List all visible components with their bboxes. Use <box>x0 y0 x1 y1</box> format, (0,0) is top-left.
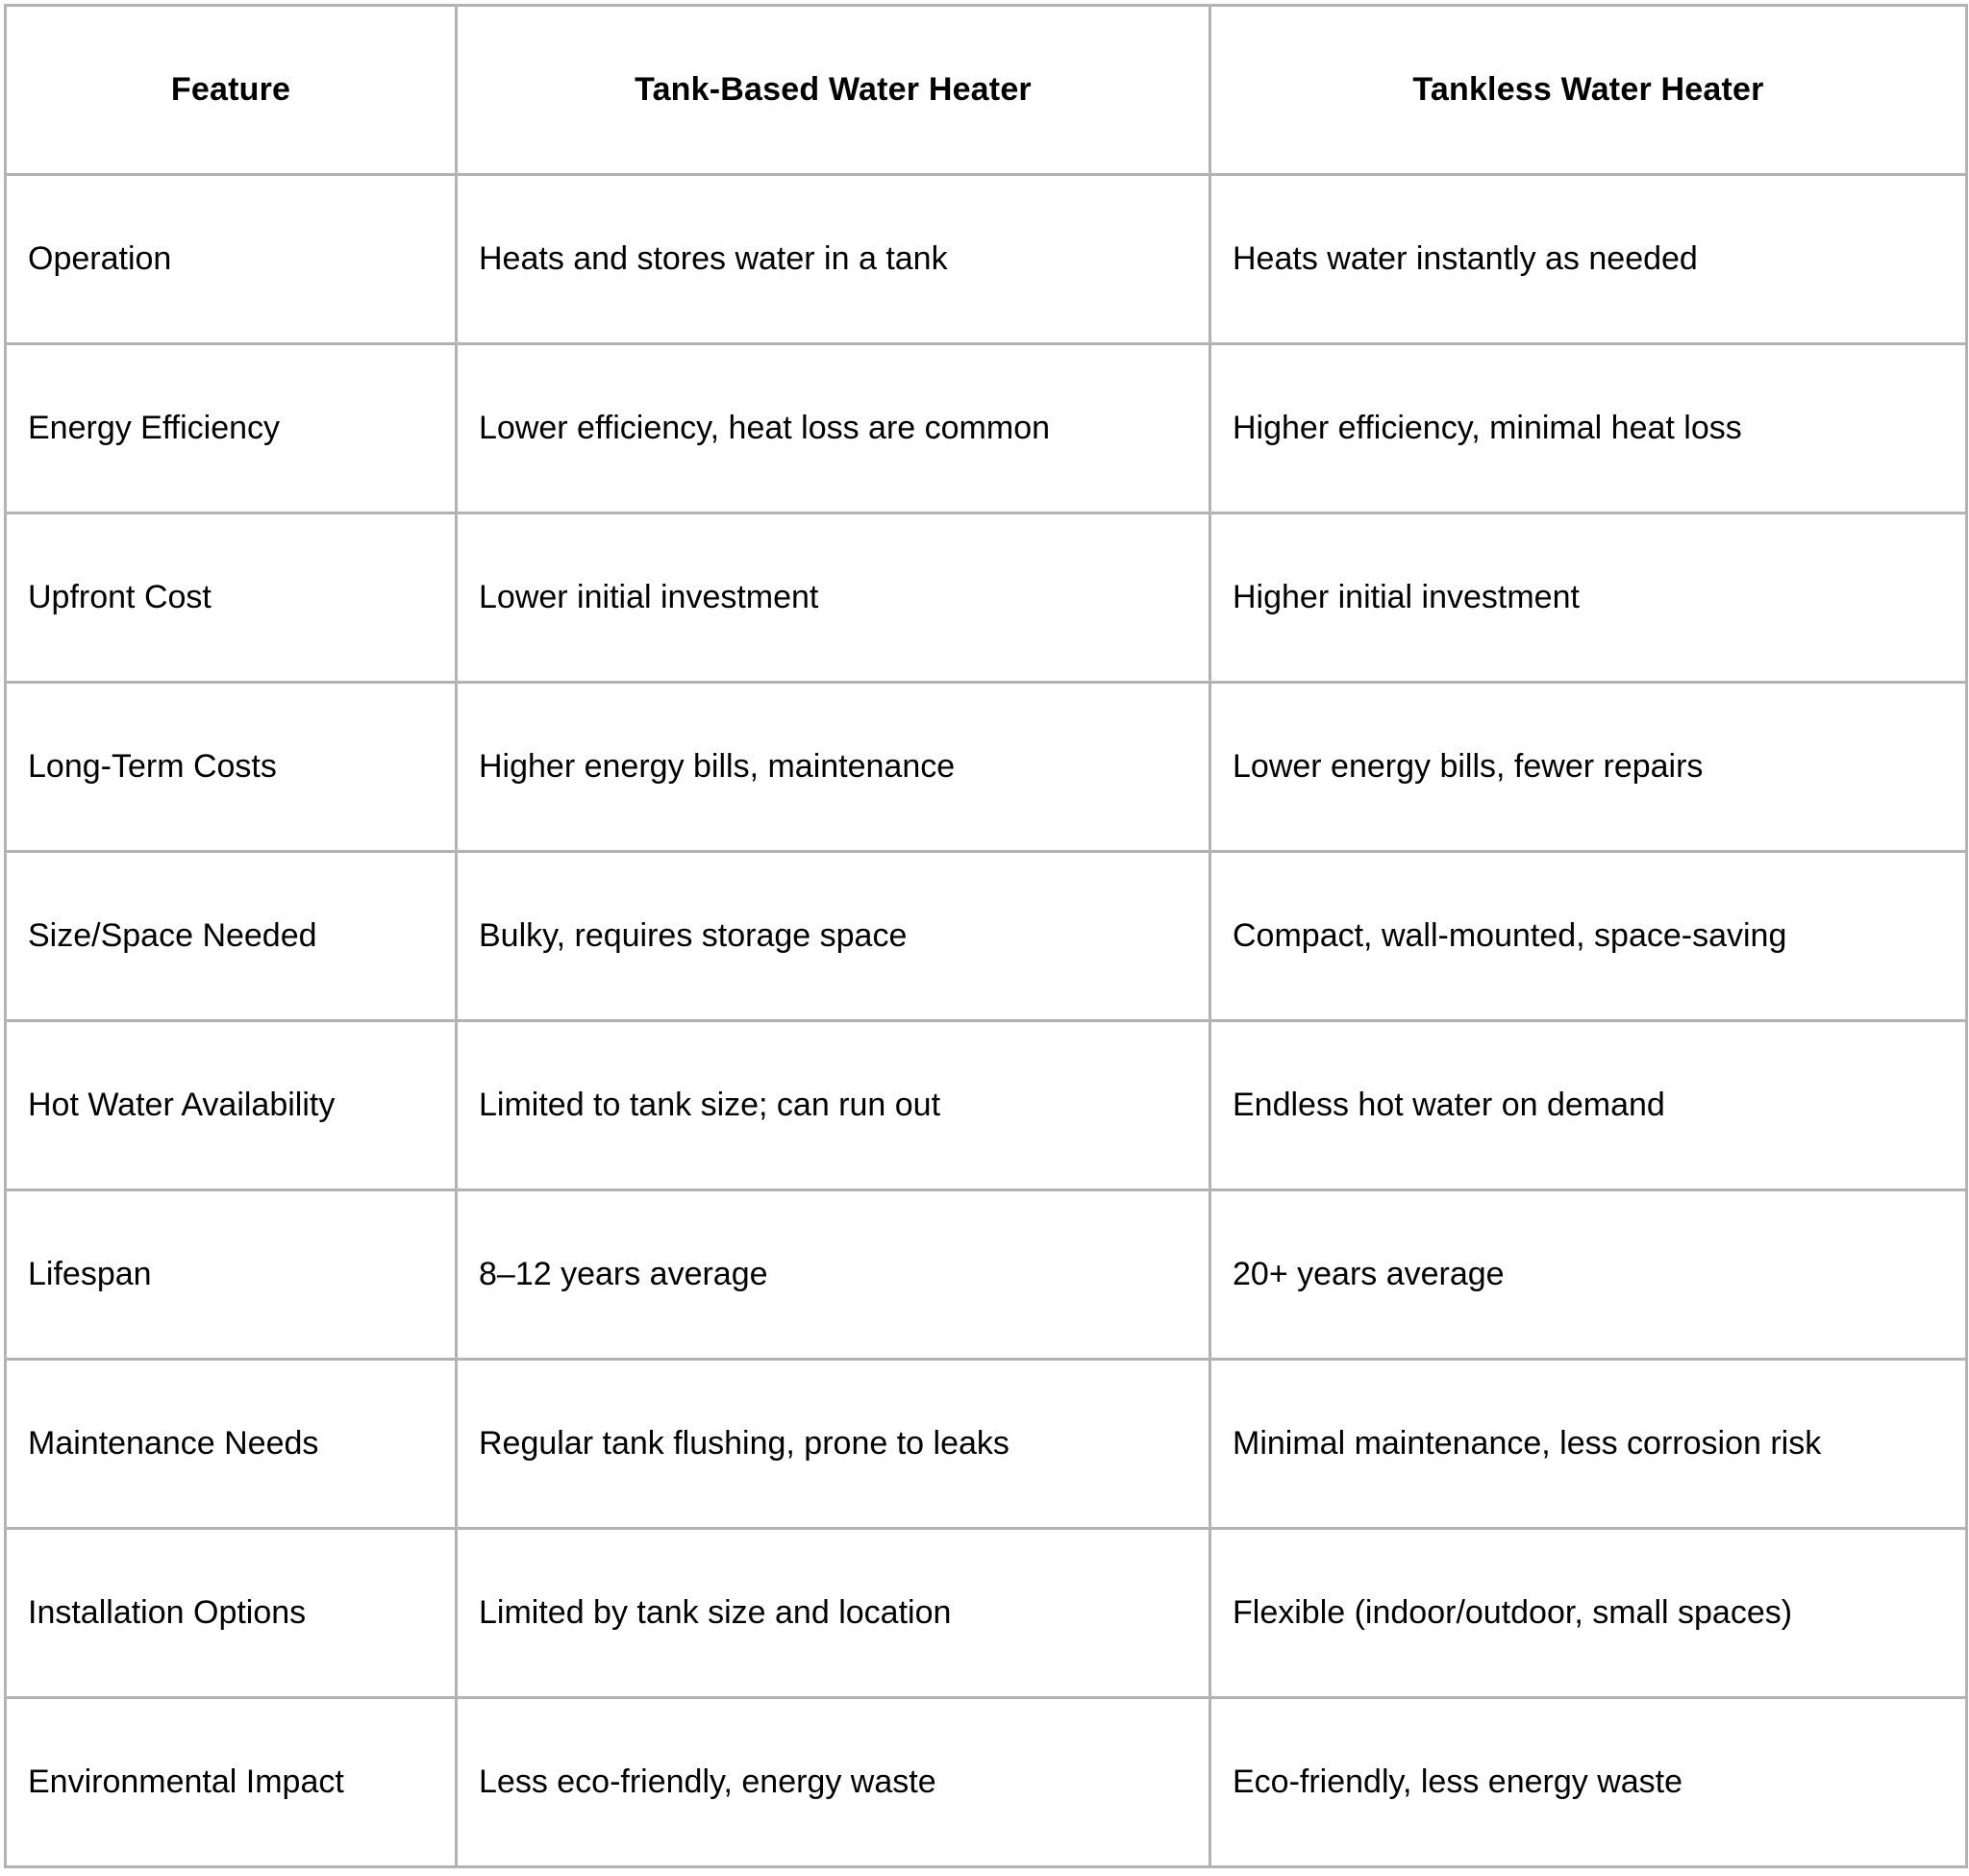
tankless-cell: Flexible (indoor/outdoor, small spaces) <box>1210 1529 1967 1698</box>
tankless-cell: Higher initial investment <box>1210 513 1967 683</box>
tank-based-cell: 8–12 years average <box>457 1190 1210 1360</box>
table-row <box>6 1360 1967 1529</box>
feature-cell: Size/Space Needed <box>6 852 457 1021</box>
tankless-cell: Heats water instantly as needed <box>1210 175 1967 344</box>
tank-based-cell: Higher energy bills, maintenance <box>457 683 1210 852</box>
header-feature: Feature <box>6 6 457 175</box>
feature-cell: Long-Term Costs <box>6 683 457 852</box>
feature-cell: Installation Options <box>6 1529 457 1698</box>
tank-based-cell: Lower initial investment <box>457 513 1210 683</box>
tankless-cell: Endless hot water on demand <box>1210 1021 1967 1190</box>
tank-based-cell: Regular tank flushing, prone to leaks <box>457 1360 1210 1529</box>
feature-cell: Hot Water Availability <box>6 1021 457 1190</box>
tankless-cell: Compact, wall-mounted, space-saving <box>1210 852 1967 1021</box>
tank-based-cell: Bulky, requires storage space <box>457 852 1210 1021</box>
tankless-cell: Minimal maintenance, less corrosion risk <box>1210 1360 1967 1529</box>
table-row <box>6 344 1967 513</box>
table-row <box>6 513 1967 683</box>
table-body <box>6 175 1967 1867</box>
table-row <box>6 1698 1967 1867</box>
feature-cell: Environmental Impact <box>6 1698 457 1867</box>
table-row <box>6 852 1967 1021</box>
tankless-cell: 20+ years average <box>1210 1190 1967 1360</box>
tankless-cell: Higher efficiency, minimal heat loss <box>1210 344 1967 513</box>
feature-cell: Energy Efficiency <box>6 344 457 513</box>
table-row <box>6 683 1967 852</box>
header-tank-based: Tank-Based Water Heater <box>457 6 1210 175</box>
header-tankless: Tankless Water Heater <box>1210 6 1967 175</box>
tank-based-cell: Heats and stores water in a tank <box>457 175 1210 344</box>
tank-based-cell: Limited to tank size; can run out <box>457 1021 1210 1190</box>
tank-based-cell: Lower efficiency, heat loss are common <box>457 344 1210 513</box>
header-row <box>6 6 1967 175</box>
feature-cell: Operation <box>6 175 457 344</box>
tank-based-cell: Limited by tank size and location <box>457 1529 1210 1698</box>
table-row <box>6 175 1967 344</box>
feature-cell: Maintenance Needs <box>6 1360 457 1529</box>
table-row <box>6 1529 1967 1698</box>
comparison-table <box>4 4 1968 1868</box>
feature-cell: Upfront Cost <box>6 513 457 683</box>
tankless-cell: Lower energy bills, fewer repairs <box>1210 683 1967 852</box>
table-header <box>6 6 1967 175</box>
tank-based-cell: Less eco-friendly, energy waste <box>457 1698 1210 1867</box>
table-row <box>6 1021 1967 1190</box>
table-row <box>6 1190 1967 1360</box>
comparison-table-container <box>4 4 1968 1868</box>
tankless-cell: Eco-friendly, less energy waste <box>1210 1698 1967 1867</box>
feature-cell: Lifespan <box>6 1190 457 1360</box>
